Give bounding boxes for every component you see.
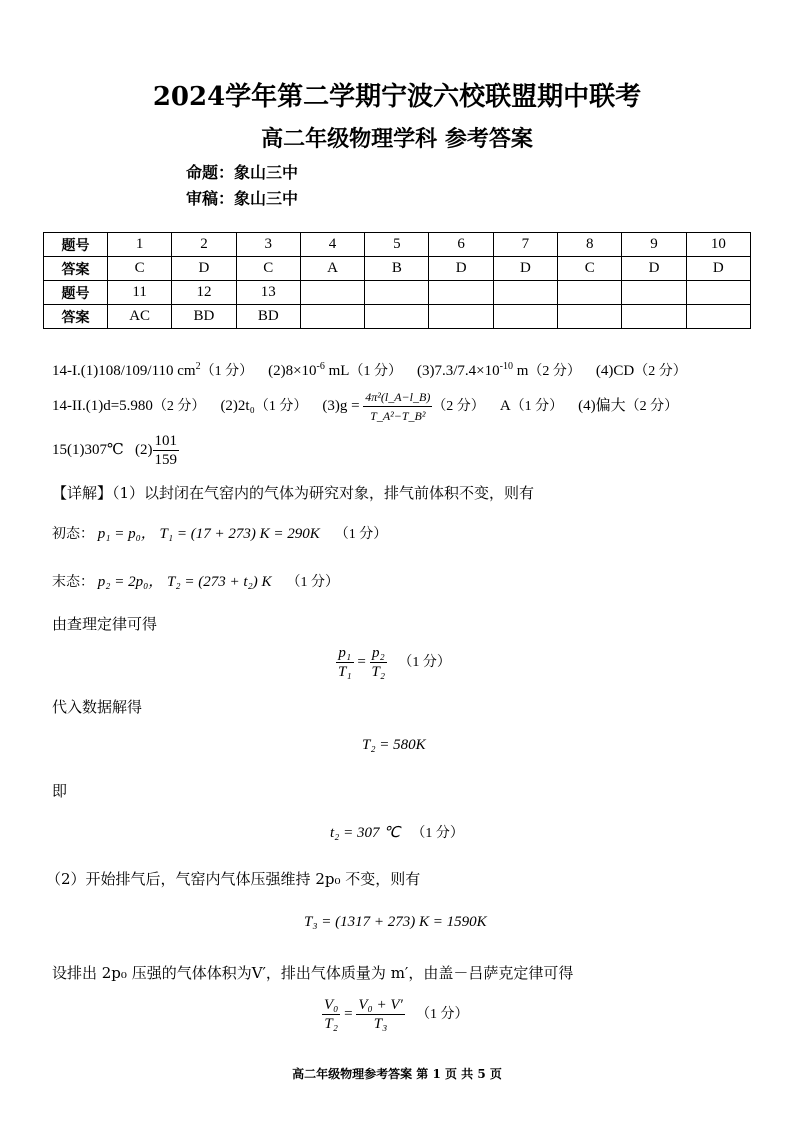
question-number-cell: 4 [300, 233, 364, 257]
eq2-left-fraction [322, 996, 340, 1033]
answer-label-cell: 答案 [44, 305, 108, 329]
author-line-1 [186, 160, 298, 183]
q15-law1: 由查理定律可得 [52, 615, 158, 633]
q14-2-d: (4)偏大 [578, 397, 626, 414]
q15-initial-state [52, 522, 387, 543]
question-number-cell [300, 281, 364, 305]
q14-2-a: 14-II.(1)d=5.980 [52, 397, 153, 414]
answer-cell [300, 305, 364, 329]
question-number-cell [429, 281, 493, 305]
document-subtitle: 高二年级物理学科 参考答案 [261, 126, 533, 152]
eq1-right-denominator: T₂ [371, 664, 386, 680]
answer-cell: D [429, 257, 493, 281]
header-label-cell: 题号 [44, 233, 108, 257]
q14-part1-line [52, 360, 687, 380]
question-number-cell: 7 [493, 233, 557, 257]
q14-2-a-score: （2 分） [152, 398, 206, 414]
answer-cell [493, 305, 557, 329]
q15-summary-denominator: 159 [154, 452, 178, 468]
t2-result: T₂ = 580K [362, 737, 426, 753]
q15-part2-setup: 设排出 2p₀ 压强的气体体积为V′，排出气体质量为 m′，由盖－吕萨克定律可得 [52, 964, 574, 982]
q15-summary-a: 15(1)307℃ [52, 441, 124, 458]
author-line-2 [186, 186, 298, 209]
answer-cell: D [493, 257, 557, 281]
eq1-left-fraction [336, 644, 354, 681]
q14-1-b: (2)8×10 [268, 363, 317, 379]
answer-cell: A [300, 257, 364, 281]
question-number-cell: 11 [108, 281, 172, 305]
q14-1-c-unit: m [512, 363, 529, 379]
q14-1-b-score: （1 分） [349, 364, 402, 379]
initial-equation: p₁ = p₀， T₁ = (17 + 273) K = 290K [97, 526, 320, 542]
table-row [44, 305, 751, 329]
eq1-left-denominator: T₁ [338, 664, 352, 680]
q14-part2-line [52, 388, 678, 425]
q14-1-c: (3)7.3/7.4×10 [416, 363, 500, 379]
eq2-left-denominator: T₂ [324, 1016, 338, 1032]
t2c-result: t₂ = 307 ℃ [330, 825, 401, 841]
q14-2-b-score: （1 分） [254, 398, 308, 414]
t3-result: T₃ = (1317 + 273) K = 1590K [304, 914, 487, 930]
question-number-cell: 10 [686, 233, 750, 257]
q14-2-c2-score: （1 分） [510, 398, 564, 414]
answer-label-cell: 答案 [44, 257, 108, 281]
question-number-cell [686, 281, 750, 305]
question-number-cell: 9 [622, 233, 686, 257]
q14-2-d-score: （2 分） [625, 398, 679, 414]
answer-cell [365, 305, 429, 329]
final-label: 末态： [52, 575, 94, 590]
q14-1-b-unit: mL [324, 363, 350, 379]
g-formula-fraction [363, 388, 432, 425]
q14-1-c-score: （2 分） [528, 364, 581, 379]
q14-1-a-sup: 2 [195, 361, 201, 372]
eq2-left-numerator: V₀ [324, 997, 339, 1013]
question-number-cell [493, 281, 557, 305]
page-footer: 高二年级物理参考答案 第 1 页 共 5 页 [292, 1067, 502, 1081]
eq2-right-numerator: V₀ + V′ [358, 997, 403, 1013]
answer-cell: D [622, 257, 686, 281]
q15-final-state [52, 570, 339, 591]
eq1-score: （1 分） [398, 654, 451, 670]
gay-lussac-equation: $\frac{\text{V₀}}{\text{T₂}}$ = $\frac{\text{V₀ + V′}}{\text{T₃}}$ （1 分） [324, 997, 469, 1032]
q14-1-b-sup: -6 [316, 361, 325, 372]
answer-cell: D [172, 257, 236, 281]
header-label-cell: 题号 [44, 281, 108, 305]
answer-cell: BD [236, 305, 300, 329]
q15-summary-numerator: 101 [154, 433, 178, 449]
question-number-cell: 1 [108, 233, 172, 257]
q14-2-b: (2)2t₀ [220, 397, 255, 414]
final-equation: p₂ = 2p₀， T₂ = (273 + t₂) K [97, 574, 272, 590]
q15-ji: 即 [52, 782, 68, 800]
g-formula-denominator: T_A²−T_B² [370, 409, 426, 423]
author-value: 象山三中 [234, 163, 299, 182]
question-number-cell: 8 [558, 233, 622, 257]
q15-part2-intro: （2）开始排气后，气窑内气体压强维持 2p₀ 不变，则有 [46, 870, 421, 888]
document-title: 2024学年第二学期宁波六校联盟期中联考 [152, 82, 642, 112]
t2c-score: （1 分） [411, 826, 464, 841]
g-formula-numerator: 4π²(l_A−l_B) [363, 388, 432, 407]
answer-cell: C [558, 257, 622, 281]
question-number-cell [622, 281, 686, 305]
initial-label: 初态： [52, 527, 94, 542]
table-row [44, 281, 751, 305]
q15-summary [52, 432, 179, 469]
charles-law-equation: $\frac{\text{p₁}}{\text{T₁}}$ = $\frac{\text{p₂}}{\text{T₂}}$ （1 分） [338, 645, 451, 680]
eq2-right-denominator: T₃ [373, 1016, 388, 1032]
question-number-cell: 5 [365, 233, 429, 257]
final-score: （1 分） [286, 575, 339, 590]
answer-cell: C [236, 257, 300, 281]
q14-2-c-score: （2 分） [432, 398, 485, 414]
eq1-left-numerator: p₁ [336, 644, 354, 663]
question-number-cell: 12 [172, 281, 236, 305]
eq1-right-numerator: p₂ [370, 644, 388, 663]
table-row [44, 257, 751, 281]
q14-1-d: (4)CD [595, 363, 635, 379]
answer-table [43, 232, 751, 329]
question-number-cell: 13 [236, 281, 300, 305]
q14-2-c2: A [499, 397, 511, 414]
q15-summary-fraction [153, 432, 180, 469]
q14-1-c-sup: -10 [499, 361, 513, 372]
question-number-cell [365, 281, 429, 305]
question-number-cell: 3 [236, 233, 300, 257]
author-label: 命题： [186, 163, 235, 182]
q14-2-c-prefix: (3)g = [322, 397, 360, 414]
q14-1-d-score: （2 分） [634, 364, 687, 379]
question-number-cell: 2 [172, 233, 236, 257]
answer-cell: AC [108, 305, 172, 329]
answer-cell: BD [172, 305, 236, 329]
q14-1-a-score: （1 分） [200, 364, 254, 379]
t2c-line [330, 822, 464, 842]
answer-cell: B [365, 257, 429, 281]
answer-cell [686, 305, 750, 329]
question-number-cell: 6 [429, 233, 493, 257]
reviewer-label: 审稿： [186, 189, 235, 208]
answer-cell [429, 305, 493, 329]
answer-cell: C [108, 257, 172, 281]
q15-substitute: 代入数据解得 [52, 698, 143, 716]
question-number-cell [558, 281, 622, 305]
table-row [44, 233, 751, 257]
answer-cell: D [686, 257, 750, 281]
answer-cell [558, 305, 622, 329]
eq2-right-fraction [356, 996, 404, 1033]
eq2-score: （1 分） [416, 1006, 469, 1022]
q15-detail-intro: 【详解】（1）以封闭在气窑内的气体为研究对象，排气前体积不变，则有 [52, 484, 535, 502]
answer-cell [622, 305, 686, 329]
q14-1-a: 14-I.(1)108/109/110 cm [52, 363, 196, 379]
reviewer-value: 象山三中 [234, 189, 299, 208]
initial-score: （1 分） [334, 527, 388, 542]
eq1-right-fraction [370, 644, 388, 681]
q15-summary-b: (2) [135, 441, 153, 458]
